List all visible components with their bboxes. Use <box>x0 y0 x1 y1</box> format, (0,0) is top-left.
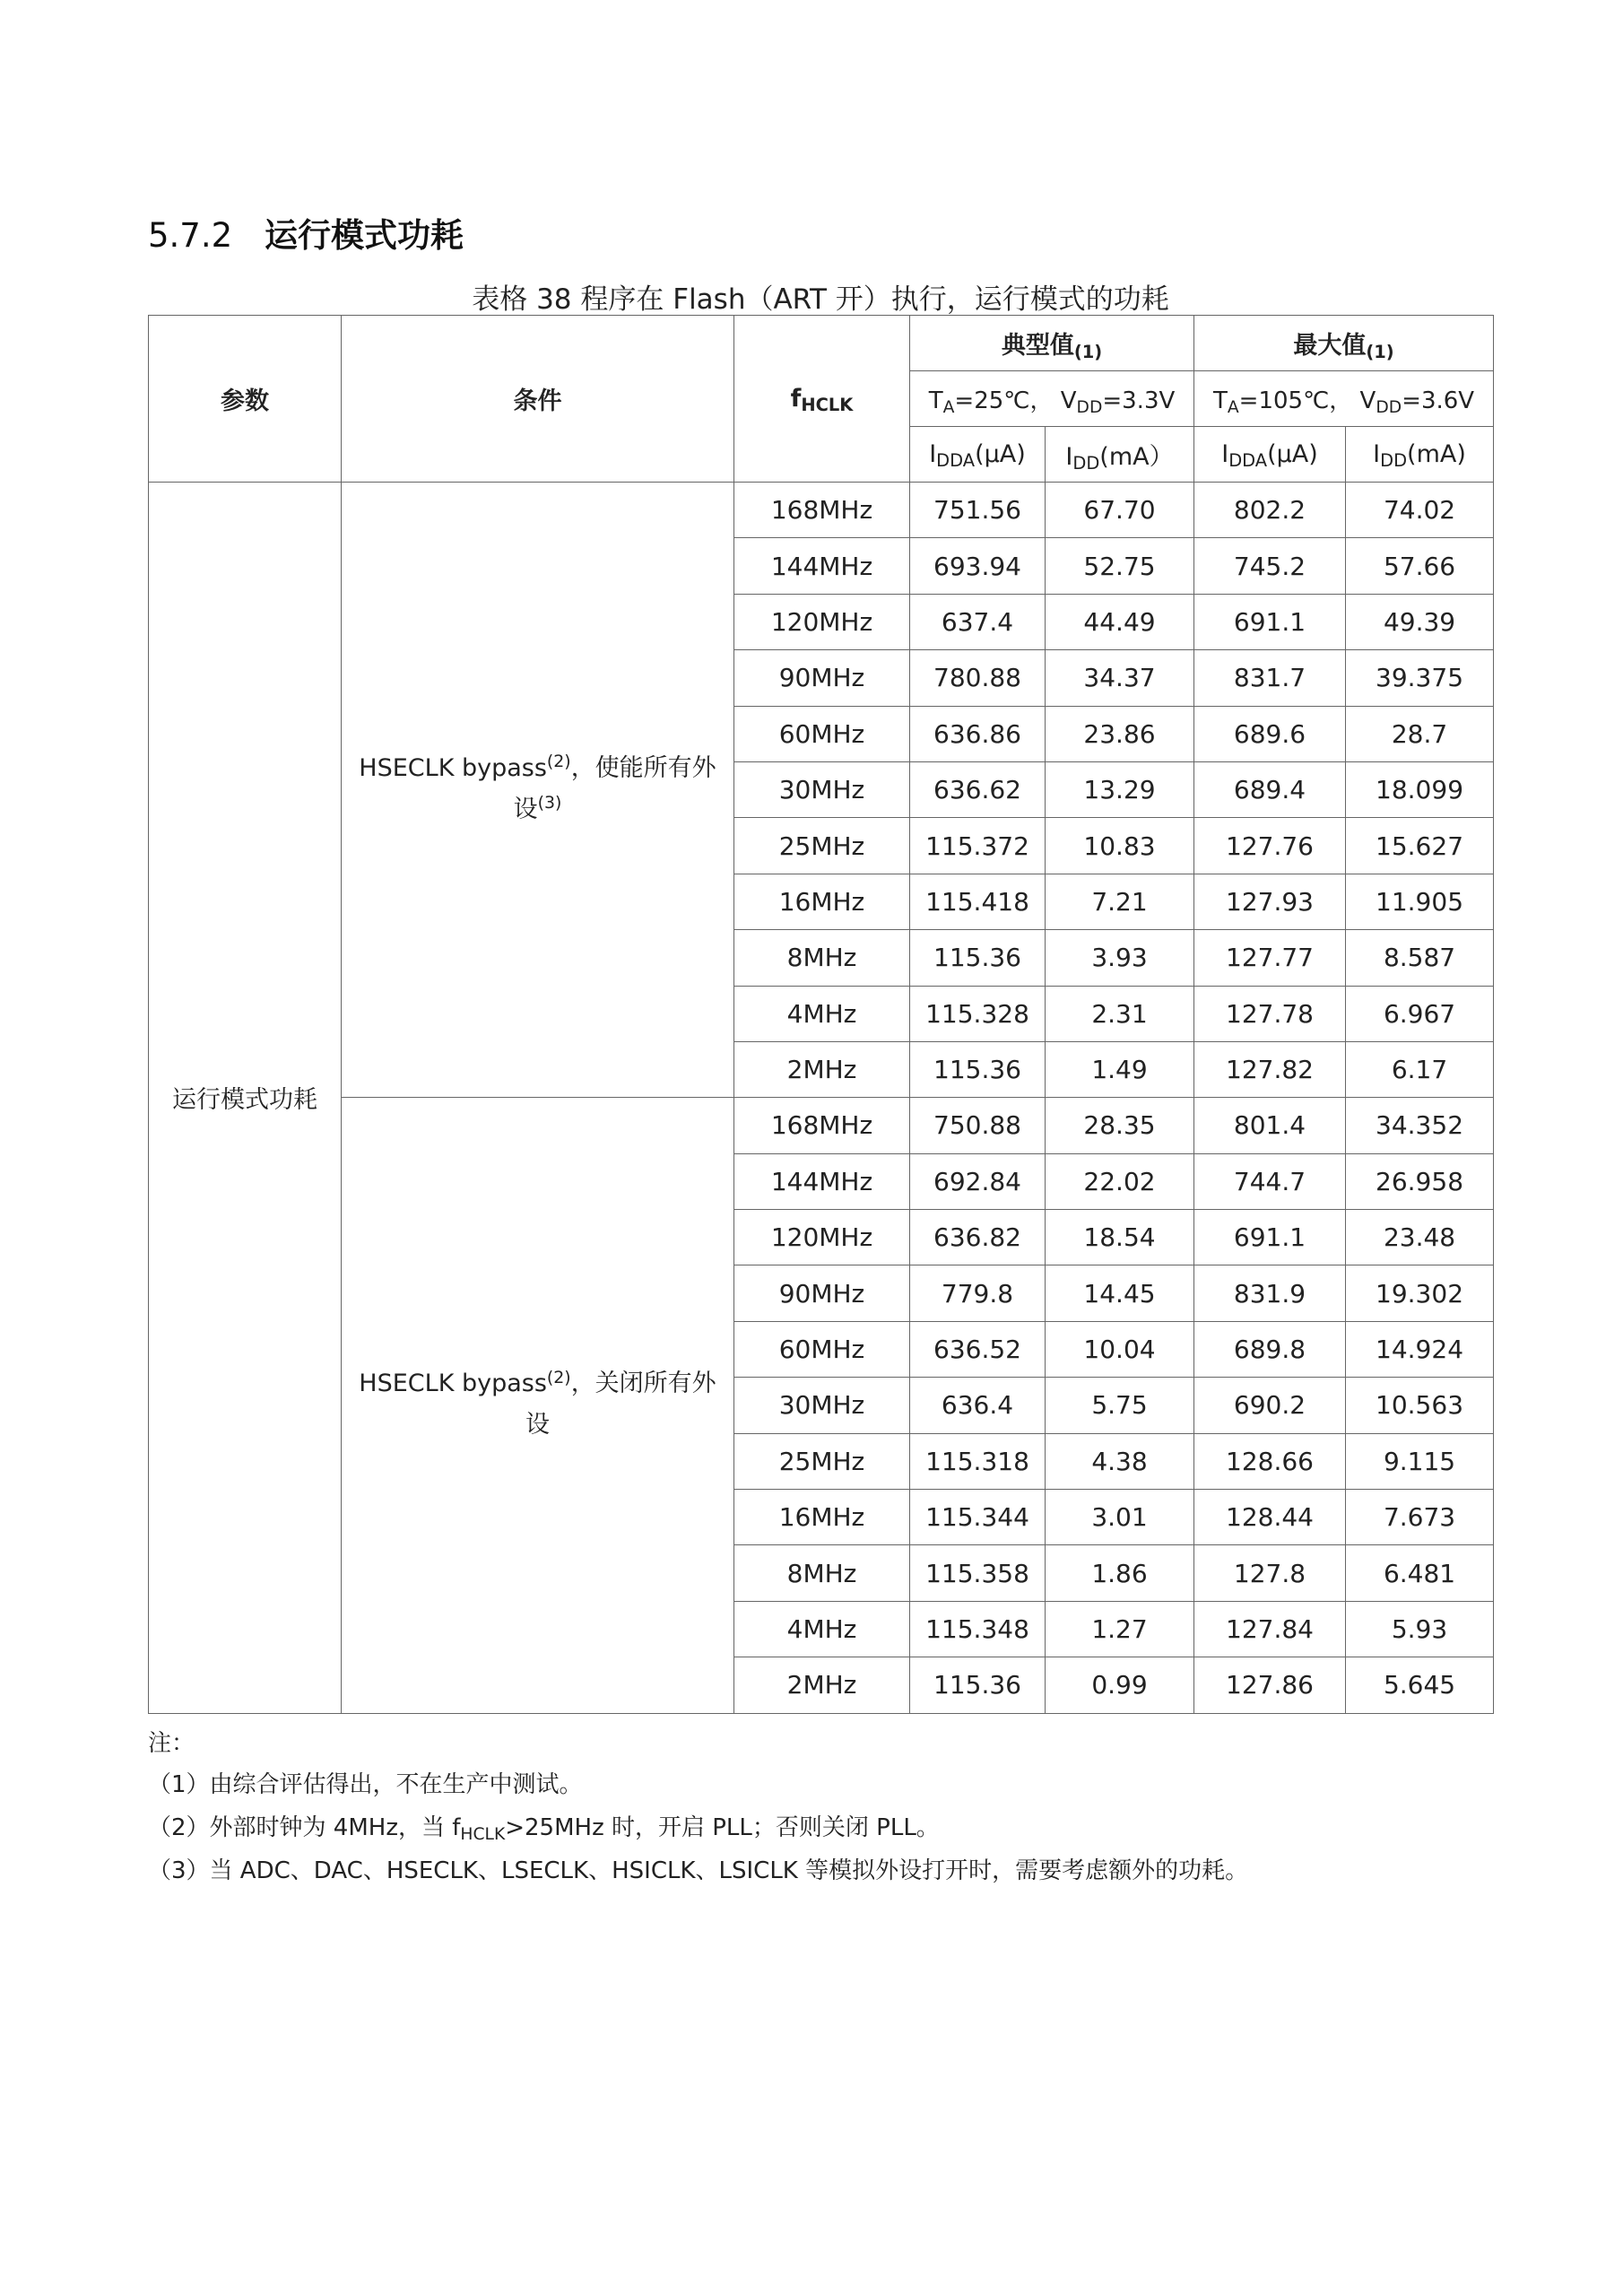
typ-idd-cell: 13.29 <box>1046 761 1194 817</box>
freq-cell: 168MHz <box>734 483 910 538</box>
freq-cell: 8MHz <box>734 1545 910 1601</box>
typ-idda-cell: 636.82 <box>910 1210 1046 1265</box>
max-idd-cell: 6.967 <box>1346 986 1494 1041</box>
section-title-text: 运行模式功耗 <box>265 216 464 255</box>
typ-idda-cell: 115.36 <box>910 1041 1046 1097</box>
typ-idd-cell: 10.83 <box>1046 818 1194 874</box>
typ-idda-cell: 637.4 <box>910 594 1046 649</box>
freq-cell: 168MHz <box>734 1098 910 1153</box>
table-row <box>149 1098 1494 1153</box>
typ-idd-cell: 10.04 <box>1046 1321 1194 1377</box>
max-idd-cell: 9.115 <box>1346 1433 1494 1489</box>
max-idda-cell: 127.93 <box>1194 874 1346 929</box>
typ-idd-cell: 2.31 <box>1046 986 1194 1041</box>
freq-cell: 2MHz <box>734 1657 910 1713</box>
param-cell: 运行模式功耗 <box>149 483 342 1714</box>
typ-idda-cell: 115.418 <box>910 874 1046 929</box>
max-idda-cell: 745.2 <box>1194 538 1346 594</box>
max-idd-cell: 11.905 <box>1346 874 1494 929</box>
typ-idd-cell: 14.45 <box>1046 1265 1194 1321</box>
typ-idda-cell: 636.62 <box>910 761 1046 817</box>
max-idd-cell: 28.7 <box>1346 706 1494 761</box>
typ-idda-cell: 115.36 <box>910 1657 1046 1713</box>
max-idda-cell: 127.78 <box>1194 986 1346 1041</box>
max-idda-cell: 127.76 <box>1194 818 1346 874</box>
power-consumption-table <box>148 315 1494 1714</box>
max-idd-cell: 23.48 <box>1346 1210 1494 1265</box>
max-idd-cell: 6.481 <box>1346 1545 1494 1601</box>
freq-cell: 90MHz <box>734 650 910 706</box>
freq-cell: 4MHz <box>734 1601 910 1657</box>
typ-idd-cell: 1.86 <box>1046 1545 1194 1601</box>
max-idda-cell: 128.44 <box>1194 1490 1346 1545</box>
max-idda-cell: 831.7 <box>1194 650 1346 706</box>
freq-cell: 30MHz <box>734 761 910 817</box>
max-idd-cell: 57.66 <box>1346 538 1494 594</box>
max-idd-cell: 15.627 <box>1346 818 1494 874</box>
typ-idda-cell: 115.358 <box>910 1545 1046 1601</box>
max-idd-cell: 74.02 <box>1346 483 1494 538</box>
freq-cell: 2MHz <box>734 1041 910 1097</box>
max-idda-cell: 689.8 <box>1194 1321 1346 1377</box>
max-idda-cell: 690.2 <box>1194 1378 1346 1433</box>
header-typical: 典型值(1) <box>910 316 1194 371</box>
freq-cell: 60MHz <box>734 706 910 761</box>
max-idd-cell: 19.302 <box>1346 1265 1494 1321</box>
typ-idda-cell: 780.88 <box>910 650 1046 706</box>
max-idd-cell: 14.924 <box>1346 1321 1494 1377</box>
typ-idd-cell: 23.86 <box>1046 706 1194 761</box>
freq-cell: 144MHz <box>734 538 910 594</box>
typ-idda-cell: 115.344 <box>910 1490 1046 1545</box>
max-idda-cell: 127.82 <box>1194 1041 1346 1097</box>
max-idd-cell: 18.099 <box>1346 761 1494 817</box>
freq-cell: 120MHz <box>734 1210 910 1265</box>
condition-cell: HSECLK bypass$^{(2)}$，关闭所有外设 <box>342 1098 734 1713</box>
typ-idda-cell: 779.8 <box>910 1265 1046 1321</box>
freq-cell: 30MHz <box>734 1378 910 1433</box>
typ-idd-cell: 3.93 <box>1046 930 1194 986</box>
header-param: 参数 <box>149 316 342 483</box>
typ-idd-cell: 5.75 <box>1046 1378 1194 1433</box>
header-typ-idda: IDDA(μA) <box>910 427 1046 483</box>
typ-idd-cell: 1.49 <box>1046 1041 1194 1097</box>
freq-cell: 4MHz <box>734 986 910 1041</box>
note-3: （3）当 ADC、DAC、HSECLK、LSECLK、HSICLK、LSICLK 等模拟外设打开时，需要考虑额外的功耗。 <box>148 1857 1249 1884</box>
max-idda-cell: 689.6 <box>1194 706 1346 761</box>
notes-title: 注： <box>148 1730 195 1757</box>
typ-idd-cell: 52.75 <box>1046 538 1194 594</box>
typ-idda-cell: 636.86 <box>910 706 1046 761</box>
header-row-1 <box>149 316 1494 371</box>
typ-idd-cell: 0.99 <box>1046 1657 1194 1713</box>
max-idd-cell: 10.563 <box>1346 1378 1494 1433</box>
header-max-conditions: TA=105℃， VDD=3.6V <box>1194 371 1494 427</box>
header-max-idda: IDDA(μA) <box>1194 427 1346 483</box>
max-idd-cell: 6.17 <box>1346 1041 1494 1097</box>
max-idd-cell: 7.673 <box>1346 1490 1494 1545</box>
typ-idda-cell: 751.56 <box>910 483 1046 538</box>
typ-idda-cell: 115.348 <box>910 1601 1046 1657</box>
max-idda-cell: 127.84 <box>1194 1601 1346 1657</box>
typ-idd-cell: 67.70 <box>1046 483 1194 538</box>
typ-idd-cell: 4.38 <box>1046 1433 1194 1489</box>
freq-cell: 144MHz <box>734 1153 910 1209</box>
header-condition: 条件 <box>342 316 734 483</box>
max-idda-cell: 691.1 <box>1194 594 1346 649</box>
typ-idda-cell: 115.318 <box>910 1433 1046 1489</box>
typ-idd-cell: 34.37 <box>1046 650 1194 706</box>
typ-idda-cell: 692.84 <box>910 1153 1046 1209</box>
typ-idda-cell: 636.52 <box>910 1321 1046 1377</box>
note-2: （2）外部时钟为 4MHz，当 fHCLK>25MHz 时，开启 PLL；否则关闭 PLL。 <box>148 1814 940 1844</box>
table-caption: 表格 38 程序在 Flash（ART 开）执行，运行模式的功耗 <box>472 283 1169 316</box>
max-idd-cell: 39.375 <box>1346 650 1494 706</box>
table-row <box>149 483 1494 538</box>
max-idd-cell: 34.352 <box>1346 1098 1494 1153</box>
max-idd-cell: 5.645 <box>1346 1657 1494 1713</box>
max-idda-cell: 744.7 <box>1194 1153 1346 1209</box>
max-idd-cell: 8.587 <box>1346 930 1494 986</box>
max-idda-cell: 128.66 <box>1194 1433 1346 1489</box>
freq-cell: 25MHz <box>734 818 910 874</box>
typ-idda-cell: 693.94 <box>910 538 1046 594</box>
max-idda-cell: 691.1 <box>1194 1210 1346 1265</box>
freq-cell: 25MHz <box>734 1433 910 1489</box>
header-fhclk: fHCLK <box>734 316 910 483</box>
freq-cell: 16MHz <box>734 1490 910 1545</box>
max-idda-cell: 127.77 <box>1194 930 1346 986</box>
section-number: 5.7.2 <box>148 216 233 255</box>
max-idda-cell: 127.86 <box>1194 1657 1346 1713</box>
header-typ-idd: IDD(mA） <box>1046 427 1194 483</box>
note-1: （1）由综合评估得出，不在生产中测试。 <box>148 1771 583 1798</box>
max-idda-cell: 802.2 <box>1194 483 1346 538</box>
section-heading <box>148 208 464 257</box>
header-max: 最大值(1) <box>1194 316 1494 371</box>
condition-cell: HSECLK bypass$^{(2)}$，使能所有外设$^{(3)}$ <box>342 483 734 1098</box>
freq-cell: 16MHz <box>734 874 910 929</box>
typ-idda-cell: 115.36 <box>910 930 1046 986</box>
typ-idd-cell: 22.02 <box>1046 1153 1194 1209</box>
typ-idda-cell: 115.328 <box>910 986 1046 1041</box>
notes <box>148 1724 1547 1892</box>
typ-idd-cell: 1.27 <box>1046 1601 1194 1657</box>
max-idda-cell: 831.9 <box>1194 1265 1346 1321</box>
typ-idda-cell: 636.4 <box>910 1378 1046 1433</box>
max-idda-cell: 801.4 <box>1194 1098 1346 1153</box>
freq-cell: 90MHz <box>734 1265 910 1321</box>
table-body <box>149 483 1494 1714</box>
header-max-idd: IDD(mA) <box>1346 427 1494 483</box>
max-idd-cell: 49.39 <box>1346 594 1494 649</box>
freq-cell: 120MHz <box>734 594 910 649</box>
header-typical-conditions: TA=25℃， VDD=3.3V <box>910 371 1194 427</box>
max-idda-cell: 689.4 <box>1194 761 1346 817</box>
typ-idd-cell: 28.35 <box>1046 1098 1194 1153</box>
max-idd-cell: 5.93 <box>1346 1601 1494 1657</box>
max-idda-cell: 127.8 <box>1194 1545 1346 1601</box>
typ-idda-cell: 750.88 <box>910 1098 1046 1153</box>
max-idd-cell: 26.958 <box>1346 1153 1494 1209</box>
typ-idd-cell: 18.54 <box>1046 1210 1194 1265</box>
freq-cell: 8MHz <box>734 930 910 986</box>
freq-cell: 60MHz <box>734 1321 910 1377</box>
typ-idd-cell: 7.21 <box>1046 874 1194 929</box>
typ-idda-cell: 115.372 <box>910 818 1046 874</box>
typ-idd-cell: 3.01 <box>1046 1490 1194 1545</box>
typ-idd-cell: 44.49 <box>1046 594 1194 649</box>
